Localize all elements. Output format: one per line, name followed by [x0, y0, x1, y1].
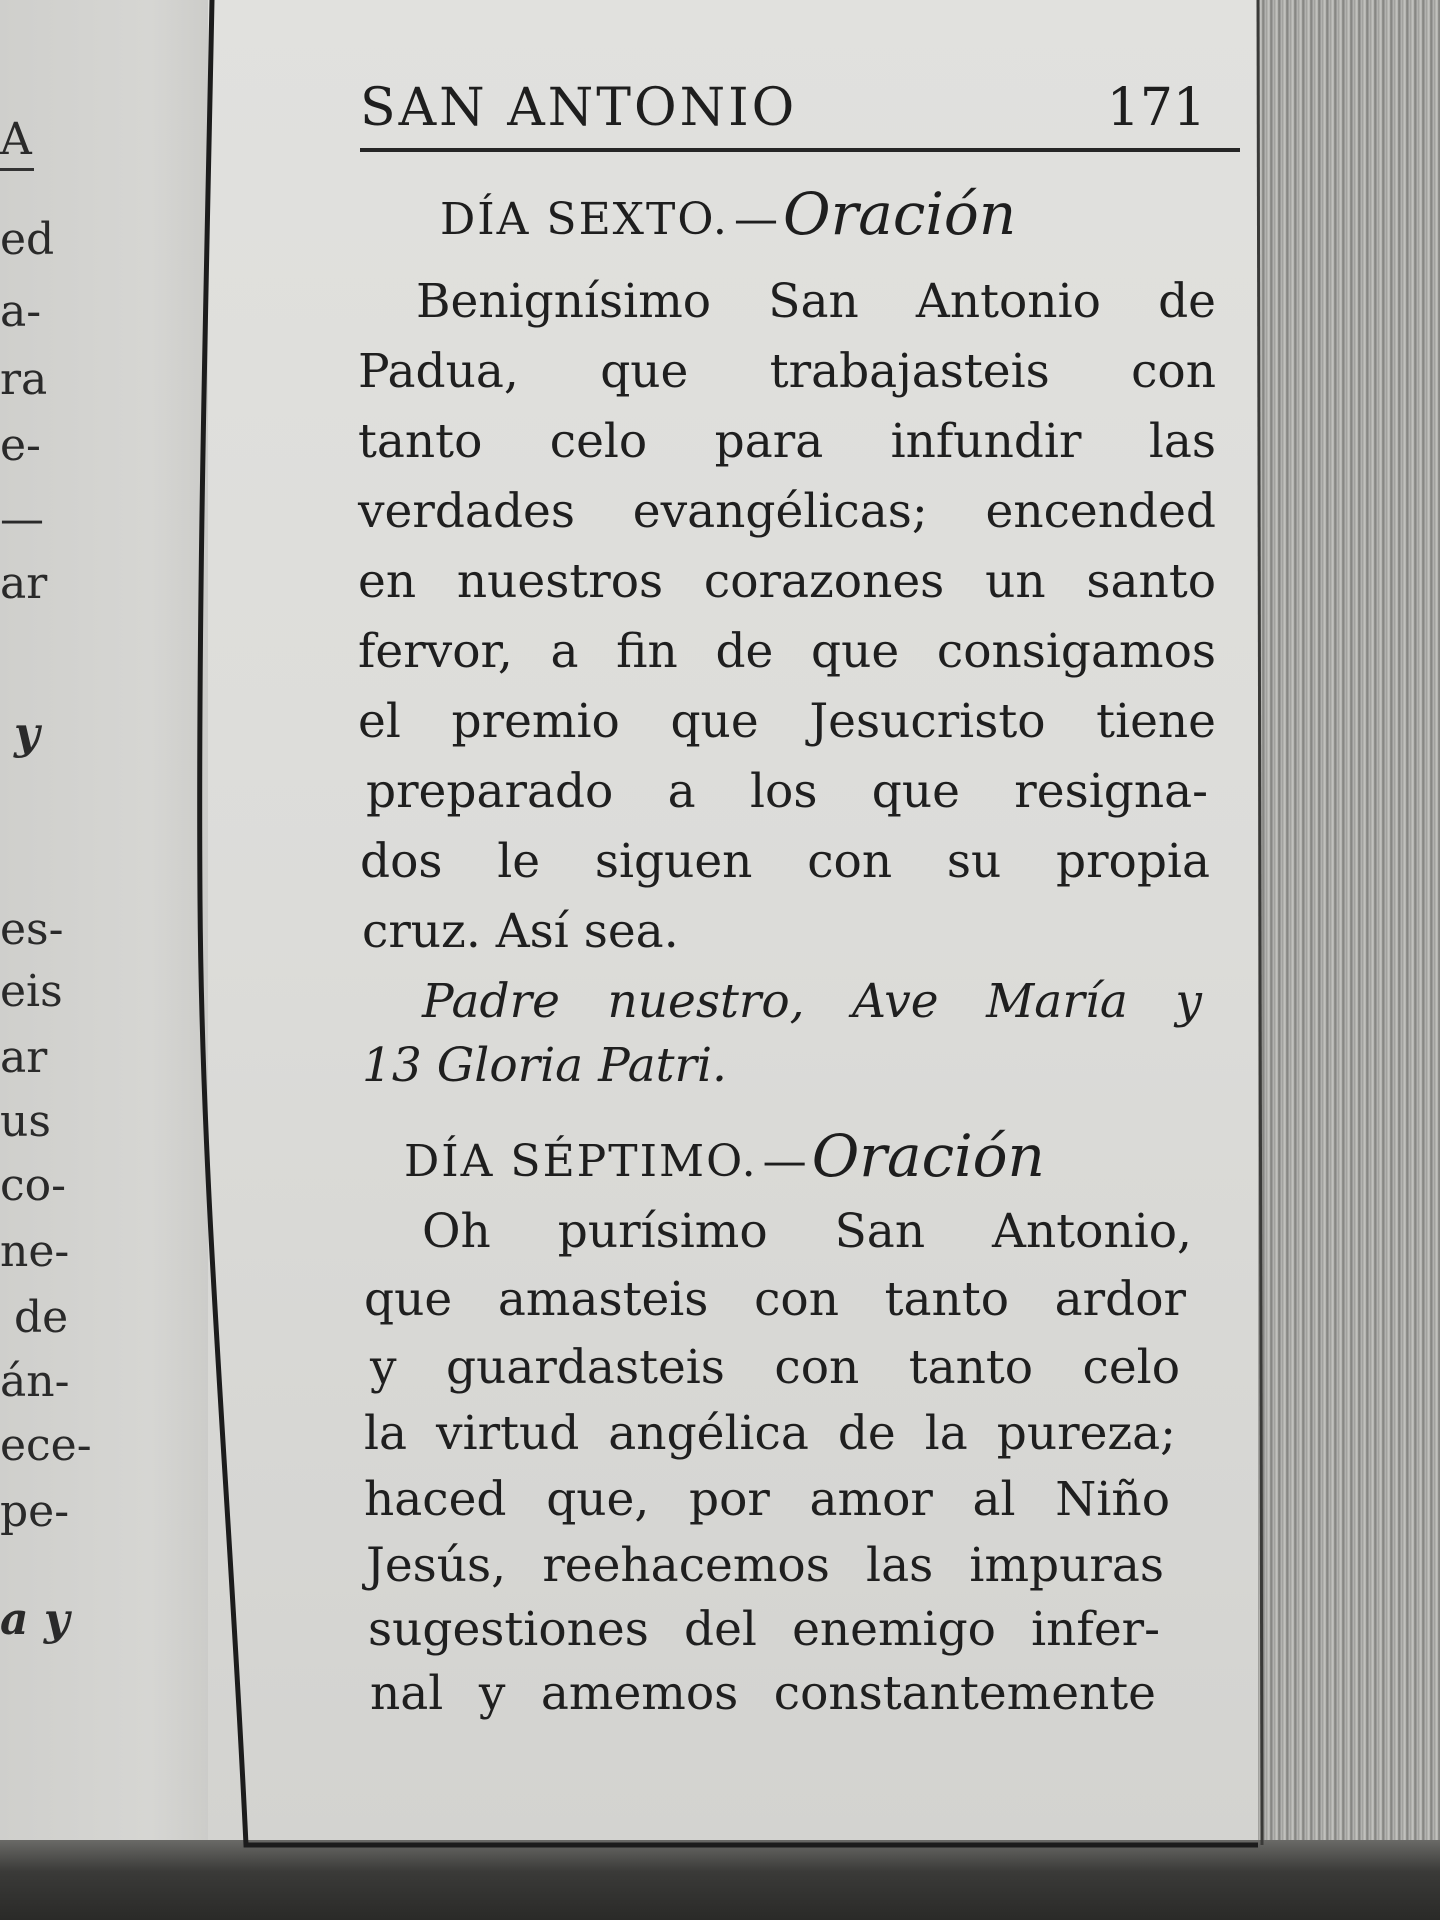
prayer-line: en nuestros corazones un santo — [358, 554, 1216, 609]
prayer-line: la virtud angélica de la pureza; — [364, 1406, 1176, 1461]
facing-page-fragment: de — [14, 1292, 69, 1343]
page-number: 171 — [1106, 78, 1206, 138]
heading-dash: — — [762, 1136, 807, 1187]
facing-page-fragment: eis — [0, 966, 63, 1017]
rubric-line: 13 Gloria Patri. — [362, 1038, 727, 1093]
facing-page-fragment: ne- — [0, 1226, 70, 1277]
prayer-line: Benignísimo San Antonio de — [416, 274, 1216, 329]
heading-italic: Oración — [811, 1122, 1045, 1190]
rubric-line: Padre nuestro, Ave María y — [422, 974, 1202, 1029]
prayer-line: dos le siguen con su propia — [360, 834, 1210, 889]
facing-page-fragment: e- — [0, 420, 41, 471]
prayer-line: cruz. Así sea. — [362, 904, 679, 959]
prayer-line: y guardasteis con tanto celo — [370, 1340, 1180, 1395]
facing-page-fragment: y — [14, 708, 40, 759]
facing-page-fragment: ed — [0, 214, 55, 265]
facing-page-fragment: ar — [0, 558, 48, 609]
facing-page-fragment: ece- — [0, 1420, 92, 1471]
facing-page-fragment: a- — [0, 286, 42, 337]
facing-page-fragment: ar — [0, 1032, 48, 1083]
heading-caps: DÍA SÉPTIMO. — [404, 1136, 758, 1187]
facing-page-rule — [0, 168, 34, 171]
facing-page-fragment: pe- — [0, 1486, 70, 1537]
prayer-line: el premio que Jesucristo tiene — [358, 694, 1216, 749]
stacked-page-edges — [1258, 0, 1440, 1920]
header-rule — [360, 148, 1240, 152]
facing-page-fragment: ra — [0, 354, 48, 405]
prayer-line: Jesús, reehacemos las impuras — [366, 1538, 1164, 1593]
prayer-line: que amasteis con tanto ardor — [364, 1272, 1186, 1327]
page-171 — [208, 0, 1258, 1845]
prayer-line: tanto celo para infundir las — [358, 414, 1216, 469]
prayer-line: verdades evangélicas; encended — [358, 484, 1216, 539]
prayer-line: sugestiones del enemigo infer- — [368, 1602, 1160, 1657]
running-title: SAN ANTONIO — [360, 78, 798, 138]
prayer-line: Padua, que trabajasteis con — [358, 344, 1216, 399]
facing-page-fragment: — — [0, 494, 44, 545]
prayer-line: Oh purísimo San Antonio, — [422, 1204, 1192, 1259]
book-bottom-edge — [0, 1840, 1440, 1920]
heading-italic: Oración — [783, 180, 1017, 248]
facing-page-fragment: co- — [0, 1160, 66, 1211]
heading-caps: DÍA SEXTO. — [440, 194, 729, 245]
facing-page-fragment: us — [0, 1096, 51, 1147]
facing-page-fragment: a y — [0, 1594, 70, 1645]
prayer-line: haced que, por amor al Niño — [364, 1472, 1170, 1527]
heading-dash: — — [733, 194, 778, 245]
section-heading-day-seven — [404, 1122, 1045, 1190]
facing-page-fragment: A — [0, 114, 32, 165]
prayer-line: preparado a los que resigna- — [366, 764, 1208, 819]
prayer-line: nal y amemos constantemente — [370, 1666, 1156, 1721]
facing-page-fragment: es- — [0, 904, 64, 955]
section-heading-day-six — [440, 180, 1016, 248]
prayer-line: fervor, a fin de que consigamos — [358, 624, 1216, 679]
running-header — [360, 78, 1222, 148]
facing-page-left — [0, 0, 215, 1920]
facing-page-fragment: án- — [0, 1356, 70, 1407]
